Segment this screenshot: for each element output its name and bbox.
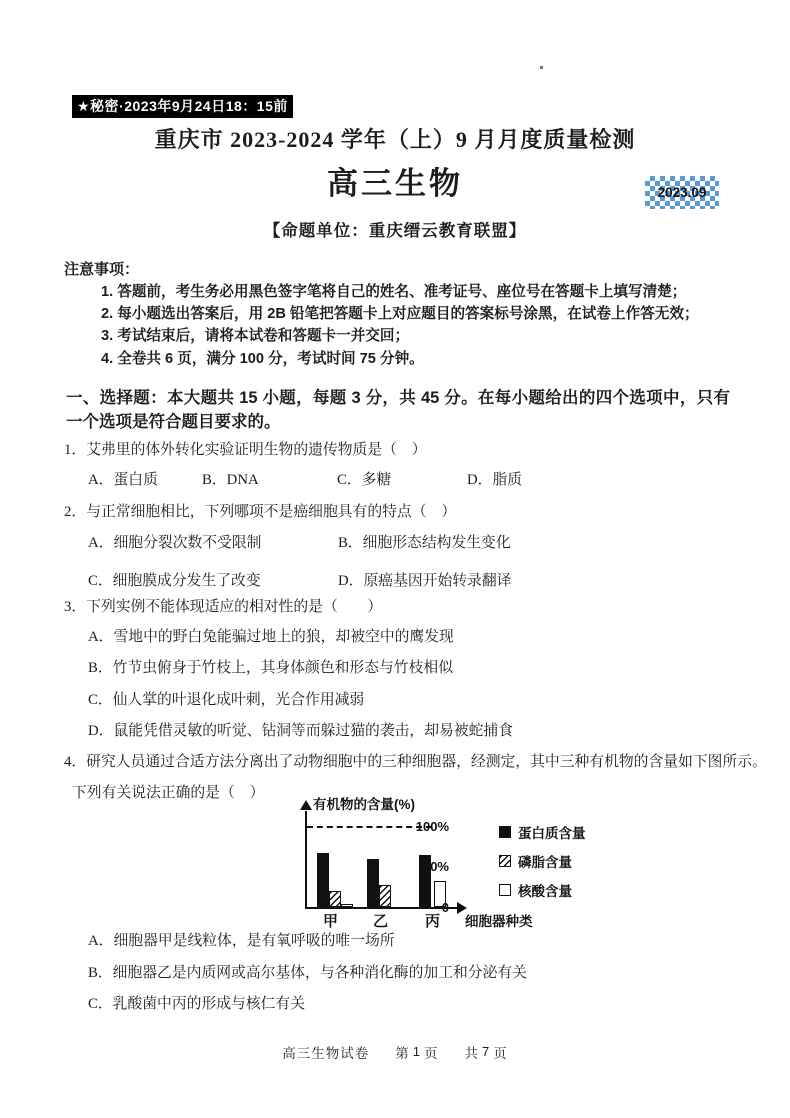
legend-swatch-icon bbox=[499, 855, 511, 867]
chart-plot-area bbox=[305, 811, 457, 915]
question-3-option-b: B．竹节虫俯身于竹枝上，其身体颜色和形态与竹枝相似 bbox=[88, 660, 453, 677]
question-1-option-d: D．脂质 bbox=[467, 472, 523, 488]
question-4-options bbox=[88, 929, 527, 1024]
organic-content-bar-chart bbox=[243, 795, 723, 930]
question-2-option-b: B．细胞形态结构发生变化 bbox=[338, 535, 511, 551]
secrecy-banner: ★秘密·2023年9月24日18：15前 bbox=[72, 95, 293, 118]
notice-item-2: 2. 每小题选出答案后，用 2B 铅笔把答题卡上对应题目的答案标号涂黑，在试卷上作答无效； bbox=[101, 306, 699, 323]
legend-swatch-icon bbox=[499, 826, 511, 838]
question-2-options bbox=[88, 531, 511, 590]
question-3-stem: 3．下列实例不能体现适应的相对性的是（ ） bbox=[64, 599, 383, 615]
question-4-stem-line2: 下列有关说法正确的是（ ） bbox=[72, 785, 265, 801]
notice-item-1: 1. 答题前，考生务必用黑色签字笔将自己的姓名、准考证号、座位号在答题卡上填写清楚； bbox=[101, 284, 687, 300]
notice-list bbox=[101, 281, 741, 370]
chart-y-axis-title: 有机物的含量(%) bbox=[313, 797, 415, 812]
footer-page-number: 1 bbox=[412, 1044, 421, 1059]
question-4-option-a: A．细胞器甲是线粒体，是有氧呼吸的唯一场所 bbox=[88, 933, 395, 949]
question-3-options bbox=[88, 625, 513, 751]
notice-heading: 注意事项： bbox=[64, 261, 140, 278]
legend-row bbox=[499, 822, 586, 842]
legend-swatch-icon bbox=[499, 884, 511, 896]
legend-row bbox=[499, 851, 586, 871]
question-3-option-a: A．雪地中的野白兔能骗过地上的狼，却被空中的鹰发现 bbox=[88, 629, 454, 645]
exam-title: 重庆市 2023-2024 学年（上）9 月月度质量检测 bbox=[154, 127, 636, 152]
chart-y-tick-label: 0 bbox=[441, 900, 449, 915]
question-1-options bbox=[88, 468, 522, 489]
bar-核酸含量 bbox=[341, 904, 353, 907]
notice-item-4: 4. 全卷共 6 页，满分 100 分，考试时间 75 分钟。 bbox=[101, 350, 424, 367]
scan-speck bbox=[540, 66, 543, 69]
chart-category-label: 乙 bbox=[373, 913, 389, 930]
footer-doc-label: 高三生物试卷 bbox=[282, 1046, 370, 1061]
bar-蛋白质含量 bbox=[367, 859, 379, 907]
chart-category-label: 甲 bbox=[323, 913, 339, 930]
date-stamp: 2023.09 bbox=[645, 176, 719, 209]
chart-x-axis-label: 细胞器种类 bbox=[465, 914, 533, 929]
footer-total-number: 7 bbox=[482, 1044, 491, 1059]
question-2-stem: 2．与正常细胞相比，下列哪项不是癌细胞具有的特点（ ） bbox=[64, 504, 457, 520]
footer-page-suffix: 页 bbox=[424, 1046, 439, 1061]
footer-total-suffix: 页 bbox=[493, 1046, 508, 1061]
bar-磷脂含量 bbox=[379, 885, 391, 907]
bar-磷脂含量 bbox=[329, 891, 341, 907]
question-2-option-c: C．细胞膜成分发生了改变 bbox=[88, 573, 261, 589]
chart-y-tick-label: 50% bbox=[422, 859, 449, 874]
bar-group-2 bbox=[367, 859, 391, 907]
footer-page-prefix: 第 bbox=[395, 1046, 410, 1061]
bar-group-1 bbox=[317, 853, 353, 907]
page-footer bbox=[0, 1042, 790, 1062]
question-4-stem-line1: 4．研究人员通过合适方法分离出了动物细胞中的三种细胞器，经测定，其中三种有机物的含量如下图所示。 bbox=[64, 754, 767, 770]
question-4-option-c: C．乳酸菌中丙的形成与核仁有关 bbox=[88, 996, 306, 1012]
proposition-unit-line: 【命题单位：重庆缙云教育联盟】 bbox=[263, 221, 527, 240]
legend-row bbox=[499, 880, 586, 900]
question-1-option-a: A．蛋白质 bbox=[88, 472, 158, 488]
chart-100-percent-dashed-line bbox=[307, 826, 432, 828]
question-1-option-c: C．多糖 bbox=[337, 472, 392, 488]
bar-蛋白质含量 bbox=[317, 853, 329, 907]
legend-label: 磷脂含量 bbox=[518, 855, 572, 870]
question-1-stem: 1．艾弗里的体外转化实验证明生物的遗传物质是（ ） bbox=[64, 442, 427, 458]
chart-legend bbox=[499, 822, 586, 909]
question-2-option-d: D．原癌基因开始转录翻译 bbox=[338, 573, 512, 589]
question-1-option-b: B．DNA bbox=[202, 472, 259, 488]
notice-item-3: 3. 考试结束后，请将本试卷和答题卡一并交回； bbox=[101, 328, 410, 345]
section-one-heading: 一、选择题：本大题共 15 小题，每题 3 分，共 45 分。在每小题给出的四个选项中，只有一个选项是符合题目要求的。 bbox=[66, 389, 730, 431]
question-3-option-c: C．仙人掌的叶退化成叶刺，光合作用减弱 bbox=[88, 691, 365, 708]
question-2-option-a: A．细胞分裂次数不受限制 bbox=[88, 535, 262, 551]
question-3-option-d: D．鼠能凭借灵敏的听觉、钻洞等而躲过猫的袭击，却易被蛇捕食 bbox=[88, 723, 514, 740]
question-4-option-b: B．细胞器乙是内质网或高尔基体，与各种消化酶的加工和分泌有关 bbox=[88, 964, 527, 981]
chart-y-tick-label: 100% bbox=[415, 819, 449, 834]
legend-label: 核酸含量 bbox=[518, 884, 572, 899]
legend-label: 蛋白质含量 bbox=[518, 826, 586, 841]
y-axis-arrow-icon bbox=[300, 800, 312, 810]
footer-total-prefix: 共 bbox=[464, 1046, 479, 1061]
chart-category-label: 丙 bbox=[425, 913, 441, 930]
subject-title: 高三生物 bbox=[327, 166, 463, 201]
